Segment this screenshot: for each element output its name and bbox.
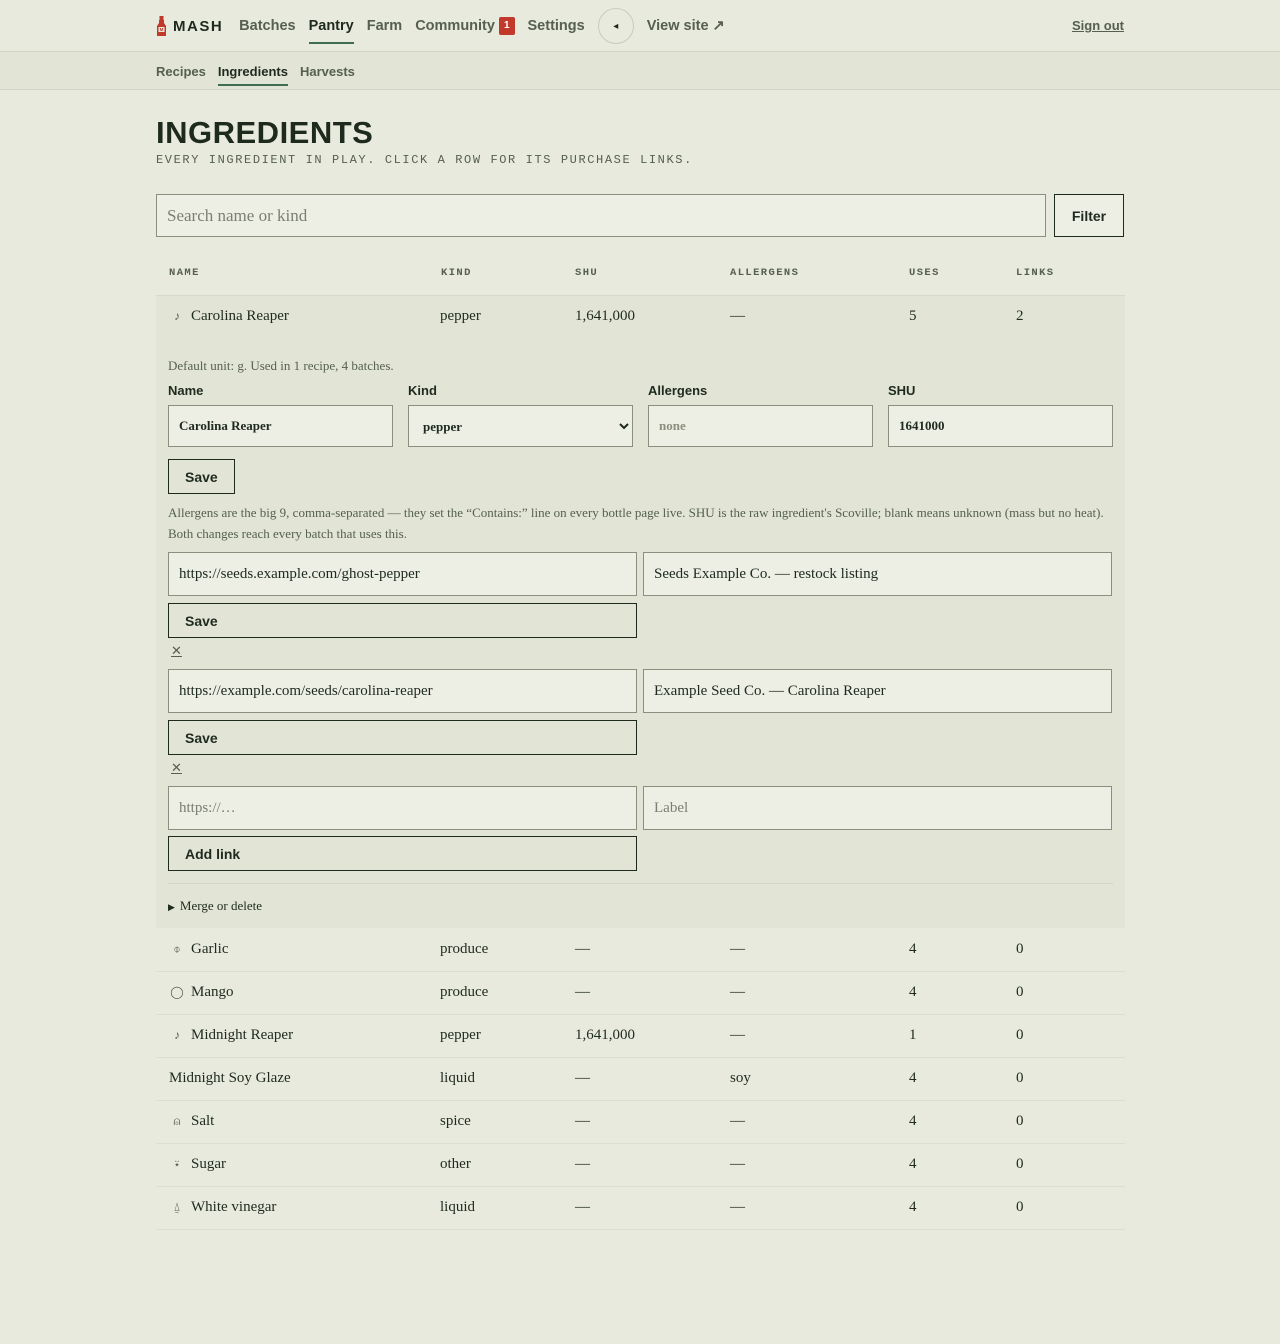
garlic-icon: ⌽	[173, 941, 181, 956]
kind-field-group	[408, 383, 633, 447]
nav-settings[interactable]: Settings	[527, 18, 585, 34]
new-link-form	[168, 786, 1113, 871]
cell-allergens: —	[717, 1143, 896, 1186]
save-link-button[interactable]: Save	[168, 720, 637, 755]
header-shu[interactable]: SHU	[562, 252, 717, 295]
purchase-link-item	[168, 669, 1113, 786]
cell-uses: 4	[896, 928, 1003, 971]
cell-name	[156, 1057, 427, 1100]
detail-row	[156, 338, 1125, 928]
cell-uses: 5	[896, 295, 1003, 338]
table-row[interactable]	[156, 971, 1125, 1014]
cell-allergens: soy	[717, 1057, 896, 1100]
cell-name	[156, 928, 427, 971]
merge-label: Merge or delete	[179, 898, 262, 913]
remove-link-icon[interactable]: ✕	[171, 643, 182, 658]
ingredient-name: Mango	[191, 984, 234, 1000]
cell-uses: 4	[896, 1100, 1003, 1143]
save-ingredient-button[interactable]: Save	[168, 459, 235, 494]
cell-name	[156, 1014, 427, 1057]
cell-uses: 1	[896, 1014, 1003, 1057]
table-row[interactable]	[156, 928, 1125, 971]
salt-icon: ⍝	[173, 1114, 181, 1128]
name-label: Name	[168, 383, 204, 398]
cell-allergens: —	[717, 1100, 896, 1143]
allergens-label: Allergens	[648, 383, 708, 398]
cell-kind: liquid	[427, 1186, 562, 1229]
brand-name: MASH	[173, 17, 224, 35]
save-link-button[interactable]: Save	[168, 603, 637, 638]
sign-out-link[interactable]: Sign out	[1072, 18, 1124, 33]
detail-meta: Default unit: g. Used in 1 recipe, 4 batches.	[168, 358, 394, 373]
cell-links: 0	[1003, 971, 1125, 1014]
cell-kind: pepper	[427, 295, 562, 338]
new-link-row	[168, 786, 1113, 830]
hot-sauce-bottle-icon	[156, 16, 167, 36]
cell-kind: produce	[427, 971, 562, 1014]
name-field-group	[168, 383, 393, 447]
sub-nav-bar	[0, 52, 1280, 90]
link-url-field[interactable]	[168, 552, 637, 596]
remove-link-icon[interactable]: ✕	[171, 760, 182, 775]
subnav-harvests[interactable]: Harvests	[299, 63, 355, 79]
cell-kind: spice	[427, 1100, 562, 1143]
shu-field[interactable]	[888, 405, 1113, 447]
name-field[interactable]	[168, 405, 393, 447]
cell-shu: —	[562, 928, 717, 971]
link-row	[168, 669, 1113, 713]
header-allergens[interactable]: ALLERGENS	[717, 252, 896, 295]
collapse-nav-button[interactable]	[598, 8, 634, 44]
cell-name	[156, 295, 427, 338]
notification-badge: 1	[499, 17, 515, 35]
nav-community-label: Community	[415, 18, 495, 34]
cell-shu: —	[562, 1186, 717, 1229]
header-links[interactable]: LINKS	[1003, 252, 1125, 295]
brand[interactable]	[156, 16, 223, 36]
new-link-label-field[interactable]	[643, 786, 1112, 830]
pepper-icon: ♪	[174, 309, 180, 324]
cell-allergens: —	[717, 295, 896, 338]
cell-links: 0	[1003, 928, 1125, 971]
cell-allergens: —	[717, 971, 896, 1014]
cell-name	[156, 1143, 427, 1186]
view-site-link[interactable]: View site ↗	[646, 18, 725, 34]
cell-shu: —	[562, 1100, 717, 1143]
new-link-url-field[interactable]	[168, 786, 637, 830]
disclosure-triangle-icon: ▶	[168, 902, 175, 912]
table-row[interactable]	[156, 295, 1125, 338]
kind-label: Kind	[408, 383, 437, 398]
cell-links: 2	[1003, 295, 1125, 338]
cell-shu: —	[562, 1057, 717, 1100]
nav-pantry[interactable]: Pantry	[309, 0, 354, 52]
detail-cell	[156, 338, 1125, 928]
ingredients-table	[156, 252, 1125, 1230]
cell-shu: 1,641,000	[562, 1014, 717, 1057]
caret-left-icon: ◂	[613, 20, 619, 32]
ingredient-name: Sugar	[191, 1156, 226, 1172]
ingredient-name: Carolina Reaper	[191, 308, 289, 325]
header-uses[interactable]: USES	[896, 252, 1003, 295]
link-url-field[interactable]	[168, 669, 637, 713]
purchase-links	[168, 552, 1113, 871]
table-row[interactable]	[156, 1057, 1125, 1100]
main-nav	[239, 0, 725, 52]
page-subtitle: EVERY INGREDIENT IN PLAY. CLICK A ROW FOR ITS PURCHASE LINKS.	[156, 153, 693, 167]
sugar-icon: ⍣	[173, 1157, 181, 1171]
cell-kind: liquid	[427, 1057, 562, 1100]
edit-fields	[168, 383, 1113, 447]
link-label-field[interactable]	[643, 669, 1112, 713]
shu-label: SHU	[888, 383, 916, 398]
table-header-row	[156, 252, 1125, 295]
cell-allergens: —	[717, 1186, 896, 1229]
cell-links: 0	[1003, 1100, 1125, 1143]
kind-select[interactable]	[408, 405, 633, 447]
allergens-field-group	[648, 383, 873, 447]
cell-allergens: —	[717, 928, 896, 971]
top-nav-bar	[0, 0, 1280, 52]
pepper-icon: ♪	[174, 1028, 180, 1042]
cell-shu: —	[562, 1143, 717, 1186]
ingredient-name: Salt	[191, 1113, 215, 1129]
subnav-recipes[interactable]: Recipes	[156, 63, 206, 79]
table-row[interactable]	[156, 1186, 1125, 1229]
main-content	[156, 90, 1124, 1230]
cell-uses: 4	[896, 1143, 1003, 1186]
purchase-link-item	[168, 552, 1113, 669]
nav-community[interactable]	[415, 0, 514, 52]
add-link-button[interactable]: Add link	[168, 836, 637, 871]
subnav-ingredients[interactable]: Ingredients	[218, 52, 288, 90]
table-row[interactable]	[156, 1014, 1125, 1057]
header-kind[interactable]: KIND	[427, 252, 562, 295]
cell-kind: pepper	[427, 1014, 562, 1057]
table-row[interactable]	[156, 1143, 1125, 1186]
svg-text:M: M	[159, 27, 164, 33]
ingredient-name: Garlic	[191, 940, 229, 957]
cell-uses: 4	[896, 1057, 1003, 1100]
ingredient-name: Midnight Soy Glaze	[169, 1070, 291, 1086]
filter-button[interactable]: Filter	[1054, 194, 1124, 237]
cell-shu: —	[562, 971, 717, 1014]
cell-kind: other	[427, 1143, 562, 1186]
help-text: Allergens are the big 9, comma-separated — they set the “Contains:” line on every bottle page live. SHU is the raw ingredient's Scoville; blank means unknown (mass but no heat). Both changes reach every batch that uses this.	[168, 505, 1104, 541]
page-title: INGREDIENTS	[156, 115, 374, 150]
cell-links: 0	[1003, 1143, 1125, 1186]
cell-uses: 4	[896, 971, 1003, 1014]
mango-icon: ◯	[170, 985, 184, 999]
bottle-icon: ⍙	[173, 1200, 181, 1214]
shu-field-group	[888, 383, 1113, 447]
cell-links: 0	[1003, 1186, 1125, 1229]
cell-links: 0	[1003, 1014, 1125, 1057]
table-row[interactable]	[156, 1100, 1125, 1143]
cell-kind: produce	[427, 928, 562, 971]
header-name[interactable]: NAME	[156, 252, 427, 295]
nav-batches[interactable]: Batches	[239, 18, 296, 34]
cell-shu: 1,641,000	[562, 295, 717, 338]
merge-or-delete-toggle[interactable]	[168, 883, 1113, 914]
ingredient-name: Midnight Reaper	[191, 1027, 294, 1043]
cell-name	[156, 1186, 427, 1229]
cell-uses: 4	[896, 1186, 1003, 1229]
search-input[interactable]	[156, 194, 1046, 237]
allergens-field[interactable]	[648, 405, 873, 447]
cell-links: 0	[1003, 1057, 1125, 1100]
cell-allergens: —	[717, 1014, 896, 1057]
nav-farm[interactable]: Farm	[366, 18, 403, 34]
cell-name	[156, 1100, 427, 1143]
cell-name	[156, 971, 427, 1014]
search-row	[156, 194, 1124, 237]
link-label-field[interactable]	[643, 552, 1112, 596]
ingredient-detail-panel	[168, 338, 1113, 928]
ingredient-name: White vinegar	[191, 1199, 277, 1215]
link-row	[168, 552, 1113, 596]
